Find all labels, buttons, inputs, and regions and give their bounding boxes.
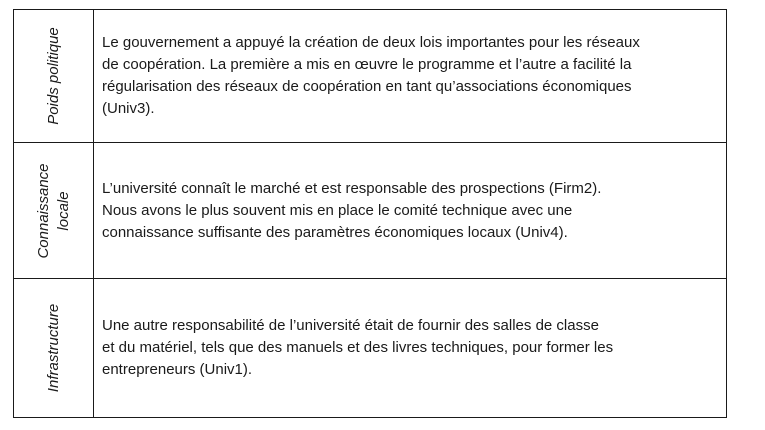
row-label-cell xyxy=(14,279,94,417)
row-label-text: Infrastructure xyxy=(44,303,62,393)
row-label-line-1: Connaissance xyxy=(34,162,52,259)
row-text: Une autre responsabilité de l’université était de fournir des salles de classe et du matériel, tels que des manuels et des livres techniques, pour former les entrepreneurs (Univ1). xyxy=(102,317,614,378)
table-row xyxy=(14,143,726,279)
row-text-cell xyxy=(94,10,726,142)
document-table xyxy=(13,9,727,418)
row-text-cell xyxy=(94,279,726,417)
row-label-cell xyxy=(14,10,94,142)
row-label-text: Poids politique xyxy=(44,27,62,125)
row-text-cell xyxy=(94,143,726,278)
row-label-cell xyxy=(14,143,94,278)
row-label xyxy=(34,163,74,258)
row-text: Le gouvernement a appuyé la création de deux lois importantes pour les réseaux de coopération. La première a mis en œuvre le programme et l’autre a facilité la régularisation des réseaux de coopération en tant qu’associations économiques (Univ3). xyxy=(102,34,640,117)
row-label xyxy=(44,27,64,125)
table-row xyxy=(14,279,726,417)
row-label-line-2: locale xyxy=(54,190,72,231)
table-row xyxy=(14,10,726,143)
row-text: L’université connaît le marché et est responsable des prospections (Firm2). Nous avons le plus souvent mis en place le comité technique avec une connaissance suffisante des paramètres économiques locaux (Univ4). xyxy=(102,179,602,241)
row-label xyxy=(44,304,64,392)
